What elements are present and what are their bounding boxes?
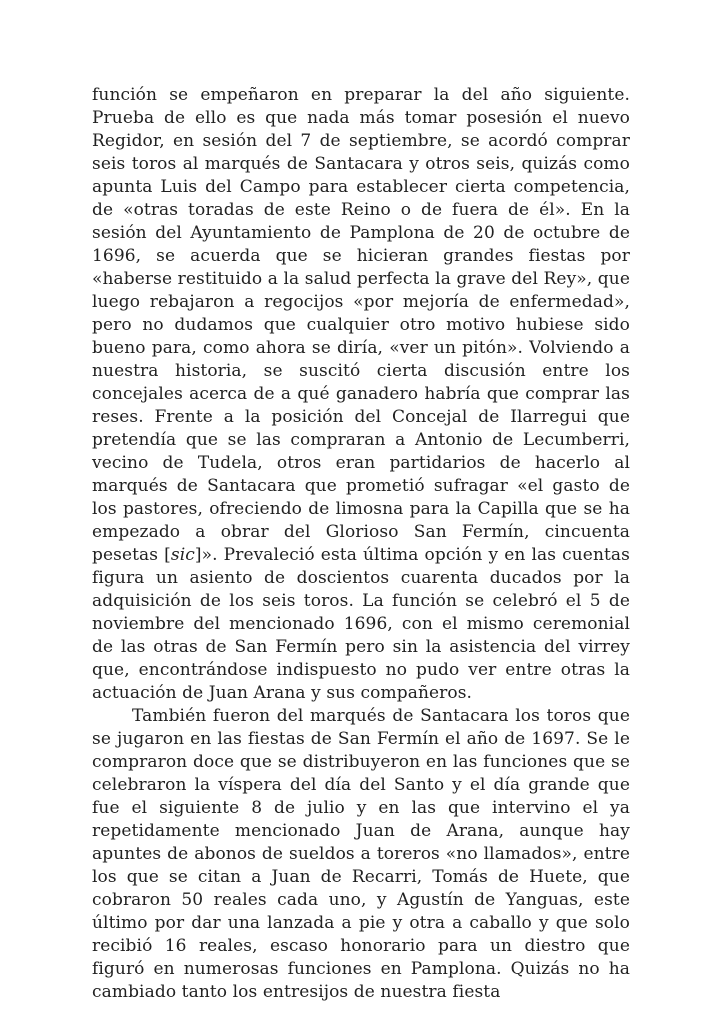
paragraph-1-text-before-sic: función se empeñaron en preparar la del año siguiente. Prueba de ello es que nada más tomar posesión el nuevo Regidor, en sesión del 7 de septiembre, se acordó comprar seis toros al marqués de Santacara y otros seis, quizás como apunta Luis del Campo para establecer cierta competencia, de «otras toradas de este Reino o de fuera de él». En la sesión del Ayuntamiento de Pamplona de 20 de octubre de 1696, se acuerda que se hicieran grandes fiestas por «haberse restituido a la salud perfecta la grave del Rey», que luego rebajaron a regocijos «por mejoría de enfermedad», pero no dudamos que cualquier otro motivo hubiese sido bueno para, como ahora se diría, «ver un pitón». Volviendo a nuestra historia, se suscitó cierta discusión entre los concejales acerca de a qué ganadero habría que comprar las reses. Frente a la posición del Concejal de Ilarregui que pretendía que se las compraran a Antonio de Lecumberri, vecino de Tudela, otros eran partidarios de hacerlo al marqués de Santacara que prometió sufragar «el gasto de los pastores, ofreciendo de limosna para la Capilla que se ha empezado a obrar del Glorioso San Fermín, cincuenta pesetas [: [92, 85, 630, 565]
paragraph-1: [92, 84, 630, 705]
text-column: [92, 84, 630, 1004]
paragraph-2: [92, 705, 630, 1004]
paragraph-2-text: También fueron del marqués de Santacara los toros que se jugaron en las fiestas de San Fermín el año de 1697. Se le compraron doce que se distribuyeron en las funciones que se celebraron la víspera del día del Santo y el día grande que fue el siguiente 8 de julio y en las que intervino el ya repetidamente mencionado Juan de Arana, aunque hay apuntes de abonos de sueldos a toreros «no llamados», entre los que se citan a Juan de Recarri, Tomás de Huete, que cobraron 50 reales cada uno, y Agustín de Yanguas, este último por dar una lanzada a pie y otra a caballo y que solo recibió 16 reales, escaso honorario para un diestro que figuró en numerosas funciones en Pamplona. Quizás no ha cambiado tanto los entresijos de nuestra fiesta: [92, 706, 630, 1002]
paragraph-1-text-after-sic: ]». Prevaleció esta última opción y en las cuentas figura un asiento de doscientos cuarenta ducados por la adquisición de los seis toros. La función se celebró el 5 de noviembre del mencionado 1696, con el mismo ceremonial de las otras de San Fermín pero sin la asistencia del virrey que, encontrándose indispuesto no pudo ver entre otras la actuación de Juan Arana y sus compañeros.: [92, 545, 630, 703]
sic-italic-word: sic: [170, 545, 195, 565]
